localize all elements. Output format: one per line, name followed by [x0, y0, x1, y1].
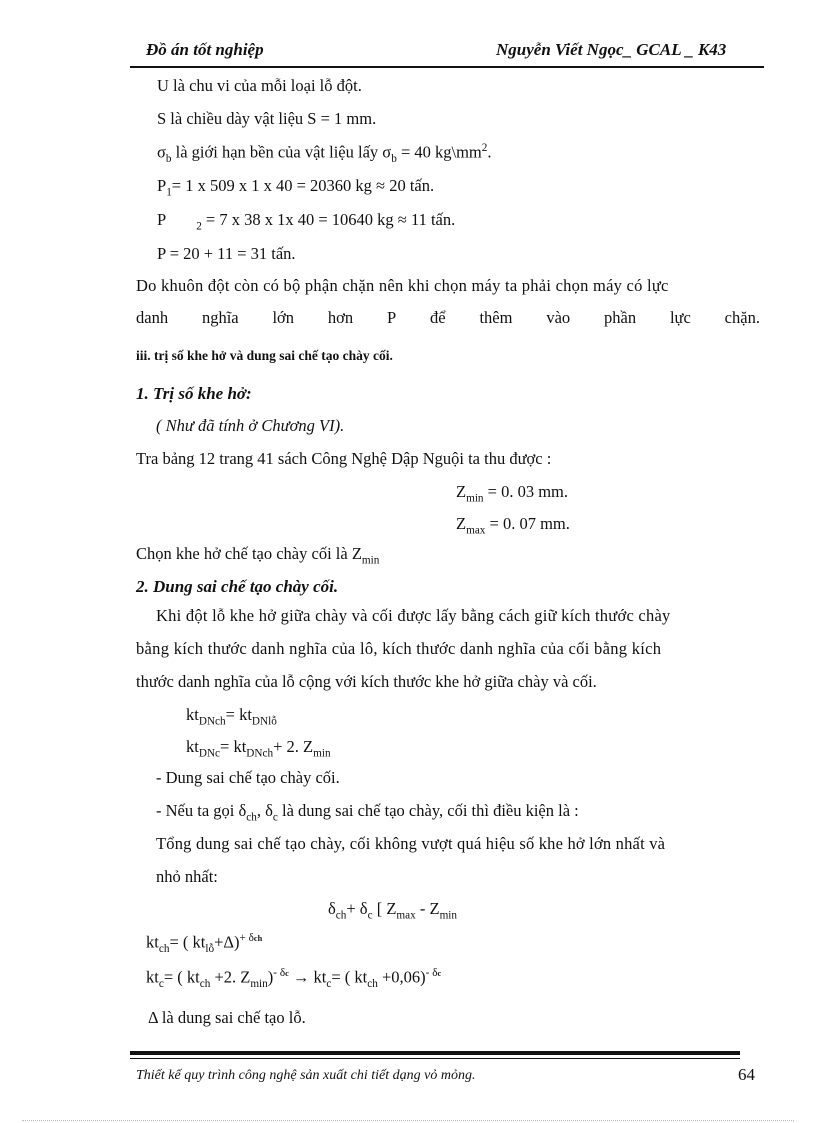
footer-rule-thin [130, 1058, 740, 1059]
line-chon: Chọn khe hở chế tạo chày cối là $Z_{min}$ [136, 544, 380, 567]
formula-kt-dnch: $kt_{DNch}= kt_{DNlỗ}$ [186, 705, 277, 728]
header-right: Nguyễn Viết Ngọc_ GCAL _ K43 [496, 40, 727, 59]
line-delta: Δ là dung sai chế tạo lỗ. [148, 1008, 306, 1027]
header-rule [130, 66, 764, 68]
formula-kt-dnc: $kt_{DNc}= kt_{DNch}+ 2$. $Z_{min}$ [186, 737, 331, 760]
paragraph-line-2: danh nghĩa lớn hơn P để thêm vào phần lực chặn. [136, 308, 760, 327]
paragraph-2-line-1: Khi đột lỗ khe hở giữa chày và cối được lấy bằng cách giữ kích thước chày [156, 606, 671, 625]
footer-text: Thiết kế quy trình công nghệ sản xuất chi tiết dạng vỏ mỏng. [136, 1068, 476, 1083]
line-sigma: $\sigma_b$ là giới hạn bền của vật liệu lấy $\sigma_b = 40$ $kg\backslash mm^2$. [157, 142, 492, 165]
bullet-neu: - Nếu ta gọi $\delta_{ch}$, $\delta_c$ là dung sai chế tạo chày, cối thì điều kiện là : [156, 801, 579, 824]
heading-2: 2. Dung sai chế tạo chày cối. [136, 577, 339, 596]
total-line-2: nhỏ nhất: [156, 867, 218, 886]
formula-ktch: $kt_{ch}=$ ( $kt_{lỗ}+\Delta)^{+ \delta ch}$ [146, 932, 263, 955]
line-zmax: $Z_{max} = 0$. 07 mm. [456, 514, 570, 537]
total-line-1: Tổng dung sai chế tạo chày, cối không vượt quá hiệu số khe hở lớn nhất và [156, 834, 666, 853]
section-heading-iii: iii. trị số khe hở và dung sai chế tạo chày cối. [136, 348, 393, 363]
line-tra: Tra bảng 12 trang 41 sách Công Nghệ Dập Nguội ta thu được : [136, 449, 552, 468]
heading-1-note: ( Như đã tính ở Chương VI). [156, 416, 345, 435]
line-u: U là chu vi của mỗi loại lỗ đột. [157, 76, 362, 95]
paragraph-line-1: Do khuôn đột còn có bộ phận chặn nên khi chọn máy ta phải chọn máy có lực [136, 276, 669, 295]
line-p2: P $_2$ = 7 x 38 x 1x 40 = 10640 kg ≈ 11 tấn. [157, 210, 456, 233]
formula-ktc: $kt_c=$ ( $kt_{ch} +2$. $Z_{min})^{- \delta c} \to kt_c=$ ( $kt_{ch} +0,06)^{- \delta c}$ [146, 967, 442, 990]
bullet-dung-sai: - Dung sai chế tạo chày cối. [156, 768, 340, 787]
header-left: Đồ án tốt nghiệp [146, 40, 264, 59]
line-ptotal: P = 20 + 11 = 31 tấn. [157, 244, 296, 263]
page-bottom-border [22, 1120, 794, 1121]
footer-rule-thick [130, 1051, 740, 1055]
paragraph-2-line-3: thước danh nghĩa của lỗ cộng với kích thước khe hở giữa chày và cối. [136, 672, 597, 691]
line-zmin: $Z_{min} = 0$. 03 mm. [456, 482, 569, 505]
heading-1: 1. Trị số khe hở: [136, 384, 252, 403]
inequality: $\delta_{ch}+ \delta_c$ [ $Z_{max} - Z_{min}$ [328, 899, 458, 922]
line-s: S là chiều dày vật liệu S = 1 mm. [157, 109, 377, 128]
page-number: 64 [738, 1065, 755, 1084]
paragraph-2-line-2: bằng kích thước danh nghĩa của lô, kích thước danh nghĩa của cối bằng kích [136, 639, 662, 658]
line-p1: $P_1= 1$ x 509 x 1 x 40 = 20360 kg ≈ 20 tấn. [157, 176, 435, 199]
